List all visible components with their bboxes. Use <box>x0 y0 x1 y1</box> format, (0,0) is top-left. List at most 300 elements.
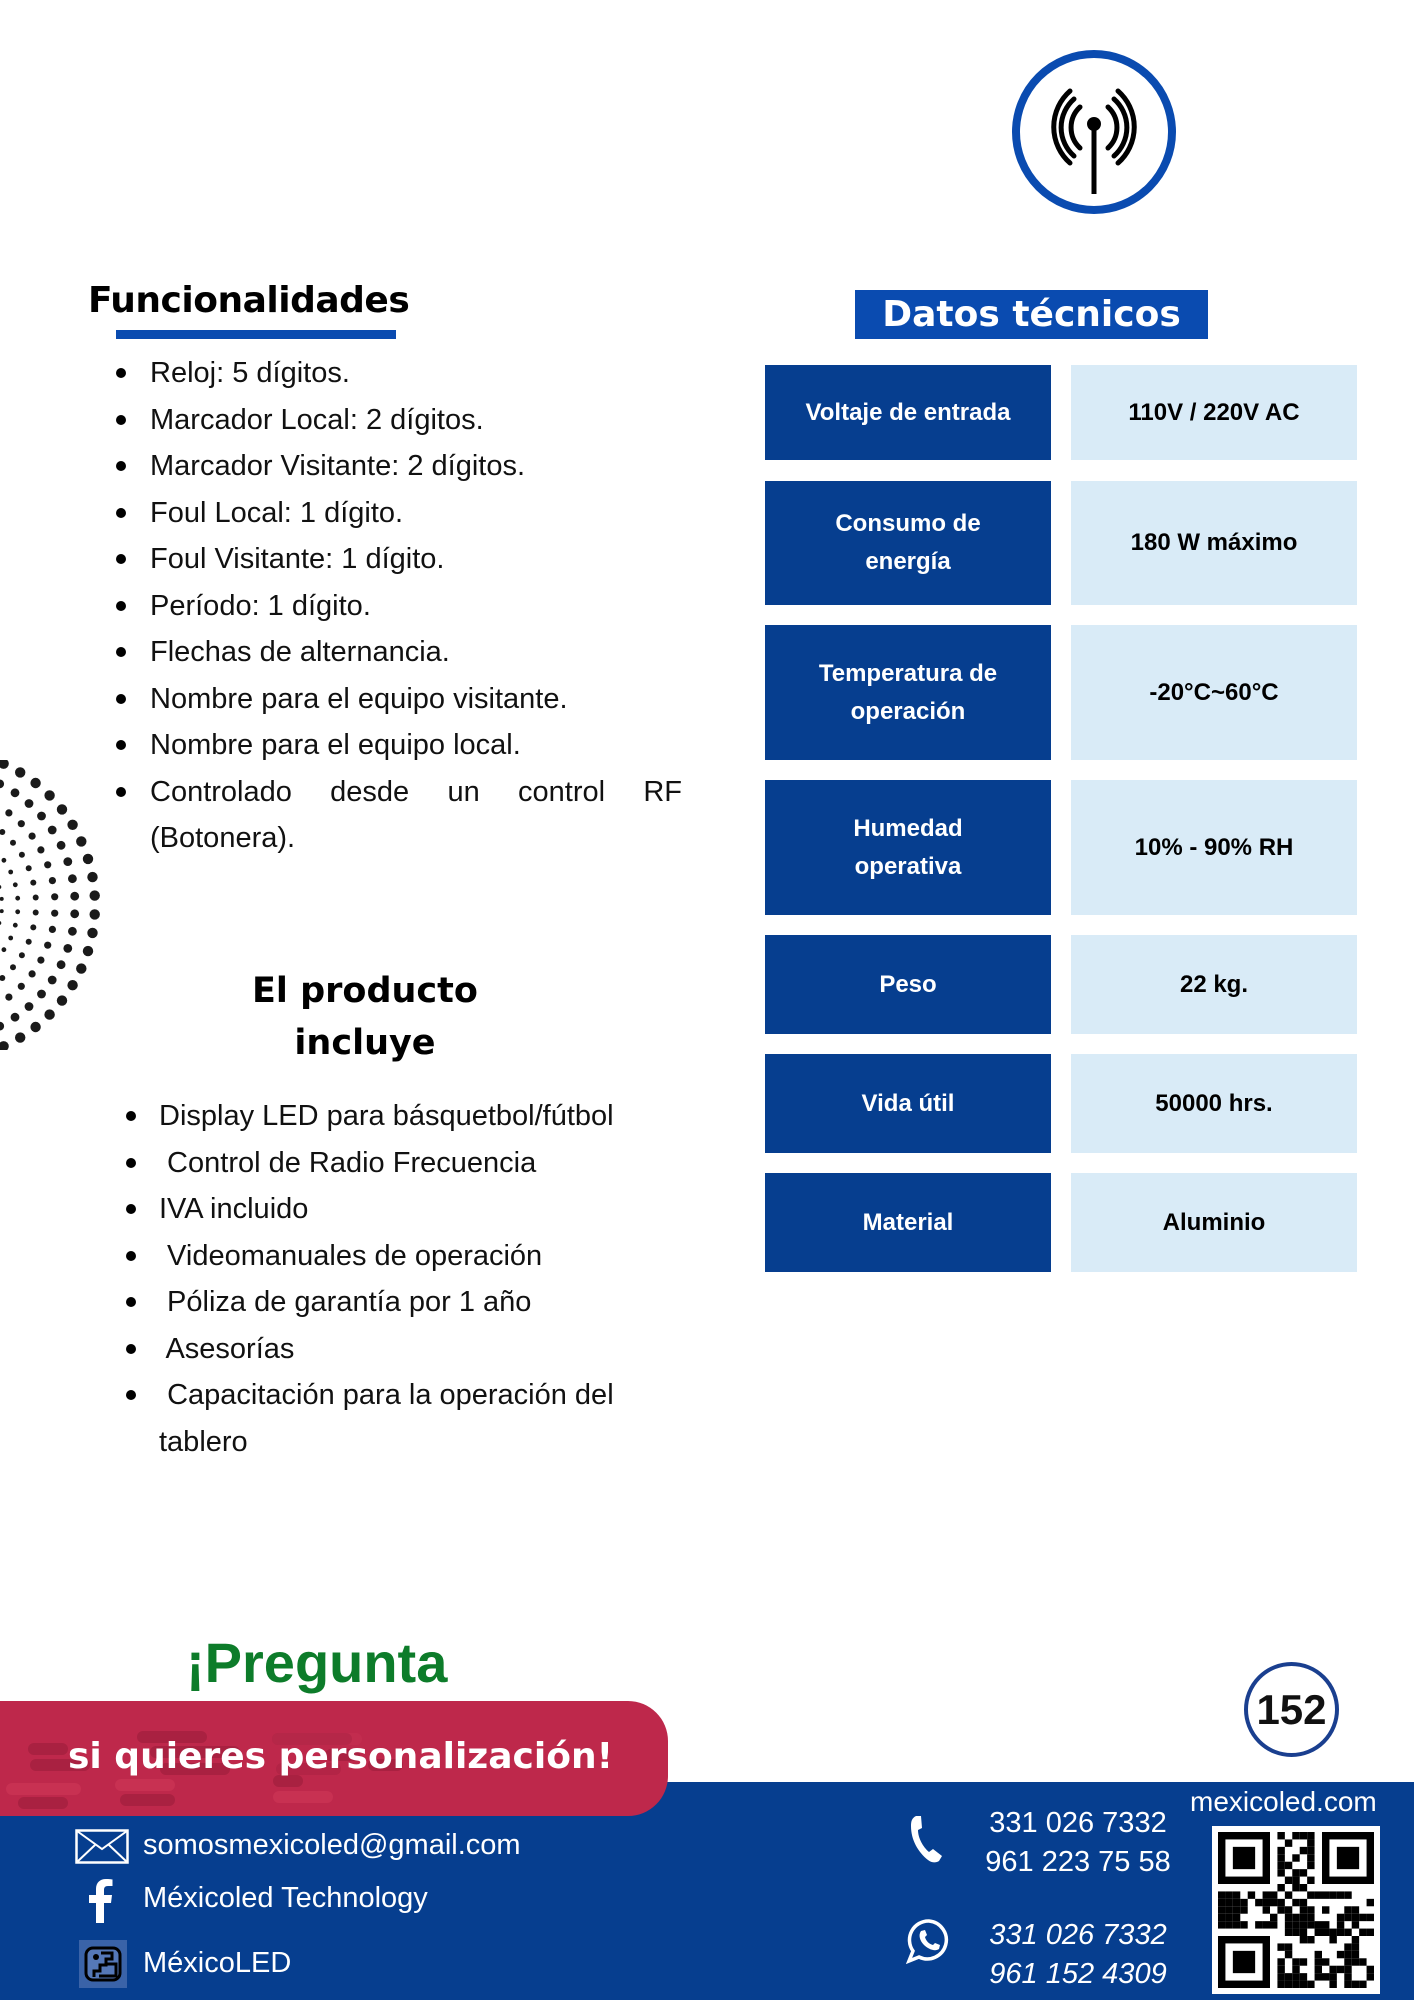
decor-dot <box>30 1022 40 1032</box>
decor-dot <box>30 778 40 788</box>
qr-module <box>1263 1921 1270 1928</box>
decor-dot <box>13 923 18 928</box>
decor-dot <box>0 760 9 769</box>
qr-module <box>1292 1973 1299 1980</box>
qr-module <box>1329 1891 1336 1898</box>
list-item: Marcador Visitante: 2 dígitos. <box>112 443 682 490</box>
qr-module <box>1285 1877 1292 1884</box>
qr-module <box>1292 1929 1299 1936</box>
qr-module <box>1292 1958 1299 1965</box>
qr-module <box>1329 1981 1336 1988</box>
decor-dot <box>30 924 36 930</box>
list-item: Reloj: 5 dígitos. <box>112 350 682 397</box>
qr-module <box>1277 1966 1284 1973</box>
list-item-text: IVA incluido <box>159 1193 309 1225</box>
qr-module <box>1307 1854 1314 1861</box>
decor-dot <box>33 895 39 901</box>
qr-module <box>1352 1951 1359 1958</box>
qr-module <box>1277 1832 1284 1839</box>
qr-module <box>1337 1914 1344 1921</box>
qr-module <box>1255 1899 1262 1906</box>
list-item <box>122 1186 688 1233</box>
qr-module <box>1255 1921 1262 1928</box>
decor-dot <box>10 840 16 846</box>
list-item: Nombre para el equipo local. <box>112 722 682 769</box>
qr-module <box>1270 1899 1277 1906</box>
decor-dot <box>18 983 25 990</box>
decor-dot <box>11 788 20 797</box>
decor-dot <box>0 1022 4 1031</box>
list-item <box>122 1326 688 1373</box>
qr-module <box>1300 1884 1307 1891</box>
decor-dot <box>37 957 44 964</box>
qr-module <box>1322 1973 1329 1980</box>
qr-module <box>1292 1869 1299 1876</box>
decor-dot <box>57 841 66 850</box>
qr-module <box>1352 1943 1359 1950</box>
qr-module <box>1225 1891 1232 1898</box>
list-item: Foul Local: 1 dígito. <box>112 490 682 537</box>
decor-dot <box>57 804 67 814</box>
qr-module <box>1344 1966 1351 1973</box>
decor-dot <box>15 767 25 777</box>
list-item-text: Capacitación para la operación del tablero <box>159 1379 622 1458</box>
qr-module <box>1322 1929 1329 1936</box>
list-item: Flechas de alternancia. <box>112 629 682 676</box>
qr-module <box>1285 1981 1292 1988</box>
qr-module <box>1233 1914 1240 1921</box>
qr-module <box>1218 1921 1225 1928</box>
incluye-heading-line2: incluye <box>294 1023 436 1063</box>
list-item-text: Display LED para básquetbol/fútbol <box>159 1100 614 1132</box>
spec-label: Temperatura de operación <box>765 625 1051 760</box>
qr-module <box>1218 1906 1225 1913</box>
qr-module <box>1329 1936 1336 1943</box>
qr-module <box>1315 1891 1322 1898</box>
qr-module <box>1292 1981 1299 1988</box>
qr-module <box>1322 1958 1329 1965</box>
qr-module <box>1315 1973 1322 1980</box>
decor-dot <box>28 970 35 977</box>
qr-module <box>1315 1921 1322 1928</box>
cta-personalizacion-text: si quieres personalización! <box>68 1736 613 1777</box>
decor-streak <box>120 1794 175 1806</box>
decor-dot <box>48 976 57 985</box>
decor-dot <box>67 980 77 990</box>
qr-module <box>1300 1914 1307 1921</box>
decor-dot <box>15 909 20 914</box>
decor-streak <box>18 1797 68 1809</box>
qr-module <box>1263 1906 1270 1913</box>
dotted-arc-decoration <box>0 760 110 1050</box>
list-item <box>122 1233 688 1280</box>
decor-dot <box>19 852 25 858</box>
qr-module <box>1344 1906 1351 1913</box>
qr-module <box>1307 1914 1314 1921</box>
qr-module <box>1359 1981 1366 1988</box>
decor-streak <box>115 1779 175 1791</box>
decor-dot <box>5 809 12 816</box>
qr-module <box>1367 1914 1374 1921</box>
spec-label: Material <box>765 1173 1051 1272</box>
qr-module <box>1315 1958 1322 1965</box>
qr-module <box>1277 1906 1284 1913</box>
qr-module <box>1344 1973 1351 1980</box>
qr-module <box>1285 1906 1292 1913</box>
antenna-signal-icon <box>1010 48 1178 216</box>
list-item: Foul Visitante: 1 dígito. <box>112 536 682 583</box>
mexicoled-logo-icon <box>79 1940 127 1988</box>
qr-module <box>1337 1966 1344 1973</box>
qr-module <box>1277 1862 1284 1869</box>
incluye-heading-line1: El producto <box>252 971 478 1011</box>
decor-dot <box>87 928 97 938</box>
decor-dot <box>25 799 34 808</box>
spec-value: -20°C~60°C <box>1071 625 1357 760</box>
spec-row-voltaje <box>765 365 1357 460</box>
facebook-icon <box>89 1879 113 1923</box>
decor-dot <box>90 909 100 919</box>
qr-module <box>1285 1914 1292 1921</box>
qr-module <box>1344 1891 1351 1898</box>
list-item: Nombre para el equipo visitante. <box>112 676 682 723</box>
incluye-list <box>122 1093 688 1465</box>
decor-dot <box>30 880 36 886</box>
decor-dot <box>8 936 13 941</box>
decor-dot <box>57 960 66 969</box>
decor-dot <box>48 826 57 835</box>
decor-dot <box>83 854 93 864</box>
qr-code <box>1212 1826 1380 1994</box>
incluye-heading <box>200 965 530 1069</box>
qr-module <box>1300 1936 1307 1943</box>
decor-dot <box>51 910 58 917</box>
decor-dot <box>49 877 56 884</box>
qr-module <box>1225 1906 1232 1913</box>
qr-module <box>1352 1958 1359 1965</box>
qr-module <box>1240 1899 1247 1906</box>
qr-module <box>1307 1877 1314 1884</box>
qr-module <box>1307 1847 1314 1854</box>
qr-module <box>1225 1921 1232 1928</box>
qr-module <box>1263 1891 1270 1898</box>
phone-icon <box>908 1814 948 1864</box>
qr-module <box>1300 1847 1307 1854</box>
decor-dot <box>57 995 67 1005</box>
decor-dot <box>37 812 46 821</box>
decor-dot <box>68 874 77 883</box>
qr-module <box>1367 1899 1374 1906</box>
qr-module <box>1367 1973 1374 1980</box>
qr-module <box>1240 1906 1247 1913</box>
qr-module <box>1292 1899 1299 1906</box>
qr-module <box>1307 1936 1314 1943</box>
decor-dot <box>8 870 13 875</box>
qr-module <box>1277 1943 1284 1950</box>
qr-module <box>1233 1906 1240 1913</box>
qr-module <box>1277 1899 1284 1906</box>
qr-module <box>1337 1929 1344 1936</box>
qr-module <box>1337 1891 1344 1898</box>
whatsapp-number-1[interactable]: 331 026 7332 <box>989 1919 1167 1951</box>
decor-dot <box>63 857 72 866</box>
qr-finder-core <box>1337 1847 1359 1869</box>
qr-module <box>1329 1966 1336 1973</box>
qr-module <box>1218 1891 1225 1898</box>
qr-module <box>1322 1906 1329 1913</box>
spec-label: Peso <box>765 935 1051 1034</box>
funcionalidades-list <box>112 350 682 862</box>
qr-module <box>1292 1877 1299 1884</box>
qr-module <box>1285 1951 1292 1958</box>
qr-module <box>1292 1884 1299 1891</box>
qr-module <box>1300 1958 1307 1965</box>
qr-module <box>1225 1899 1232 1906</box>
decor-dot <box>19 952 25 958</box>
qr-module <box>1277 1847 1284 1854</box>
qr-module <box>1233 1891 1240 1898</box>
decor-dot <box>0 780 4 789</box>
qr-module <box>1352 1921 1359 1928</box>
decor-dot <box>0 885 1 889</box>
qr-module <box>1277 1869 1284 1876</box>
qr-module <box>1315 1951 1322 1958</box>
spec-label: Humedad operativa <box>765 780 1051 915</box>
qr-module <box>1233 1921 1240 1928</box>
qr-module <box>1337 1921 1344 1928</box>
qr-module <box>1285 1921 1292 1928</box>
qr-module <box>1329 1929 1336 1936</box>
qr-module <box>1359 1958 1366 1965</box>
qr-module <box>1344 1914 1351 1921</box>
decor-dot <box>76 963 86 973</box>
qr-module <box>1292 1966 1299 1973</box>
qr-module <box>1300 1899 1307 1906</box>
qr-module <box>1218 1914 1225 1921</box>
qr-module <box>1344 1929 1351 1936</box>
decor-dot <box>68 927 77 936</box>
spec-row-vida-util <box>765 1054 1357 1153</box>
decor-dot <box>2 858 7 863</box>
qr-module <box>1300 1832 1307 1839</box>
qr-module <box>1307 1832 1314 1839</box>
qr-module <box>1277 1981 1284 1988</box>
qr-module <box>1352 1981 1359 1988</box>
decor-dot <box>37 846 44 853</box>
decor-dot <box>0 897 4 901</box>
qr-module <box>1292 1832 1299 1839</box>
decor-dot <box>5 994 12 1001</box>
decor-dot <box>70 909 79 918</box>
spec-row-consumo <box>765 481 1357 605</box>
decor-dot <box>0 975 5 981</box>
decor-dot <box>51 893 58 900</box>
list-item: Marcador Local: 2 dígitos. <box>112 397 682 444</box>
decor-dot <box>0 921 1 925</box>
qr-module <box>1300 1973 1307 1980</box>
qr-module <box>1277 1973 1284 1980</box>
page-number-badge: 152 <box>1244 1662 1339 1757</box>
qr-module <box>1300 1929 1307 1936</box>
spec-label: Voltaje de entrada <box>765 365 1051 460</box>
decor-dot <box>0 1041 9 1050</box>
brand-name[interactable]: MéxicoLED <box>143 1947 292 1979</box>
qr-module <box>1300 1981 1307 1988</box>
mail-icon <box>75 1829 129 1864</box>
decor-dot <box>44 1009 54 1019</box>
qr-module <box>1285 1839 1292 1846</box>
list-item-text: Videomanuales de operación <box>159 1239 543 1272</box>
decor-streak <box>28 1743 68 1755</box>
facebook-link[interactable]: Méxicoled Technology <box>143 1882 428 1914</box>
decor-dot <box>83 946 93 956</box>
qr-module <box>1292 1854 1299 1861</box>
list-item: Período: 1 dígito. <box>112 583 682 630</box>
qr-module <box>1300 1921 1307 1928</box>
qr-module <box>1344 1943 1351 1950</box>
qr-module <box>1367 1929 1374 1936</box>
decor-dot <box>25 1002 34 1011</box>
qr-finder-core <box>1233 1951 1255 1973</box>
phone-number-1[interactable]: 331 026 7332 <box>989 1807 1167 1839</box>
qr-module <box>1300 1906 1307 1913</box>
whatsapp-icon <box>906 1918 952 1964</box>
spec-value: 22 kg. <box>1071 935 1357 1034</box>
decor-dot <box>26 865 32 871</box>
qr-module <box>1329 1973 1336 1980</box>
qr-module <box>1352 1936 1359 1943</box>
decor-dot <box>67 820 77 830</box>
qr-module <box>1248 1891 1255 1898</box>
qr-module <box>1344 1951 1351 1958</box>
qr-module <box>1270 1921 1277 1928</box>
phone-number-2[interactable]: 961 223 75 58 <box>985 1846 1171 1878</box>
qr-module <box>1218 1899 1225 1906</box>
qr-module <box>1277 1854 1284 1861</box>
decor-streak <box>273 1791 333 1803</box>
spec-label: Vida útil <box>765 1054 1051 1153</box>
list-item: Controlado desde un control RF (Botonera). <box>112 769 682 862</box>
whatsapp-number-2[interactable]: 961 152 4309 <box>989 1958 1167 1990</box>
qr-module <box>1263 1899 1270 1906</box>
decor-dot <box>15 896 20 901</box>
list-item-text: Asesorías <box>159 1332 295 1365</box>
decor-dot <box>33 910 39 916</box>
decor-dot <box>90 890 100 900</box>
qr-module <box>1285 1929 1292 1936</box>
decor-dot <box>28 833 35 840</box>
qr-module <box>1315 1929 1322 1936</box>
qr-module <box>1285 1943 1292 1950</box>
cta-pregunta: ¡Pregunta <box>186 1631 448 1694</box>
funcionalidades-heading: Funcionalidades <box>88 280 410 321</box>
decor-dot <box>0 909 4 913</box>
decor-dot <box>15 1032 25 1042</box>
qr-module <box>1270 1914 1277 1921</box>
qr-module <box>1240 1921 1247 1928</box>
website-link[interactable]: mexicoled.com <box>1190 1786 1377 1817</box>
spec-value: 110V / 220V AC <box>1071 365 1357 460</box>
spec-row-material <box>765 1173 1357 1272</box>
list-item <box>122 1140 688 1187</box>
email-link[interactable]: somosmexicoled@gmail.com <box>143 1829 521 1861</box>
decor-dot <box>49 926 56 933</box>
qr-module <box>1292 1921 1299 1928</box>
decor-dot <box>63 944 72 953</box>
decor-dot <box>87 872 97 882</box>
datos-tecnicos-heading: Datos técnicos <box>855 290 1208 339</box>
decor-dot <box>26 939 32 945</box>
qr-module <box>1359 1929 1366 1936</box>
spec-row-humedad <box>765 780 1357 915</box>
qr-module <box>1344 1981 1351 1988</box>
decor-dot <box>44 861 51 868</box>
decor-dot <box>0 829 5 835</box>
list-item <box>122 1093 688 1140</box>
qr-module <box>1300 1869 1307 1876</box>
spec-value: Aluminio <box>1071 1173 1357 1272</box>
spec-value: 180 W máximo <box>1071 481 1357 605</box>
qr-module <box>1322 1921 1329 1928</box>
qr-module <box>1292 1914 1299 1921</box>
qr-module <box>1307 1906 1314 1913</box>
qr-module <box>1225 1914 1232 1921</box>
qr-module <box>1315 1966 1322 1973</box>
list-item-text: Control de Radio Frecuencia <box>159 1146 537 1179</box>
qr-module <box>1285 1973 1292 1980</box>
qr-module <box>1277 1958 1284 1965</box>
decor-dot <box>10 964 16 970</box>
qr-module <box>1307 1839 1314 1846</box>
qr-module <box>1352 1914 1359 1921</box>
qr-module <box>1270 1891 1277 1898</box>
decor-dot <box>37 990 46 999</box>
decor-streak <box>6 1783 81 1795</box>
decor-dot <box>13 882 18 887</box>
decor-dot <box>76 836 86 846</box>
qr-finder-core <box>1233 1847 1255 1869</box>
spec-row-peso <box>765 935 1357 1034</box>
decor-dot <box>44 942 51 949</box>
qr-module <box>1285 1862 1292 1869</box>
spec-value: 10% - 90% RH <box>1071 780 1357 915</box>
decor-dot <box>18 820 25 827</box>
qr-module <box>1307 1862 1314 1869</box>
qr-module <box>1344 1958 1351 1965</box>
list-item-text: Póliza de garantía por 1 año <box>159 1286 532 1318</box>
qr-module <box>1322 1891 1329 1898</box>
decor-dot <box>2 947 7 952</box>
qr-module <box>1307 1891 1314 1898</box>
list-item <box>122 1372 688 1465</box>
spec-row-temperatura <box>765 625 1357 760</box>
decor-dot <box>70 892 79 901</box>
decor-dot <box>11 1013 20 1022</box>
spec-label: Consumo de energía <box>765 481 1051 605</box>
qr-module <box>1352 1906 1359 1913</box>
qr-module <box>1337 1951 1344 1958</box>
qr-module <box>1307 1921 1314 1928</box>
qr-module <box>1277 1884 1284 1891</box>
heading-underline <box>116 330 396 339</box>
spec-value: 50000 hrs. <box>1071 1054 1357 1153</box>
qr-module <box>1359 1914 1366 1921</box>
qr-module <box>1285 1891 1292 1898</box>
qr-module <box>1367 1966 1374 1973</box>
qr-module <box>1233 1899 1240 1906</box>
list-item <box>122 1279 688 1326</box>
qr-module <box>1307 1981 1314 1988</box>
